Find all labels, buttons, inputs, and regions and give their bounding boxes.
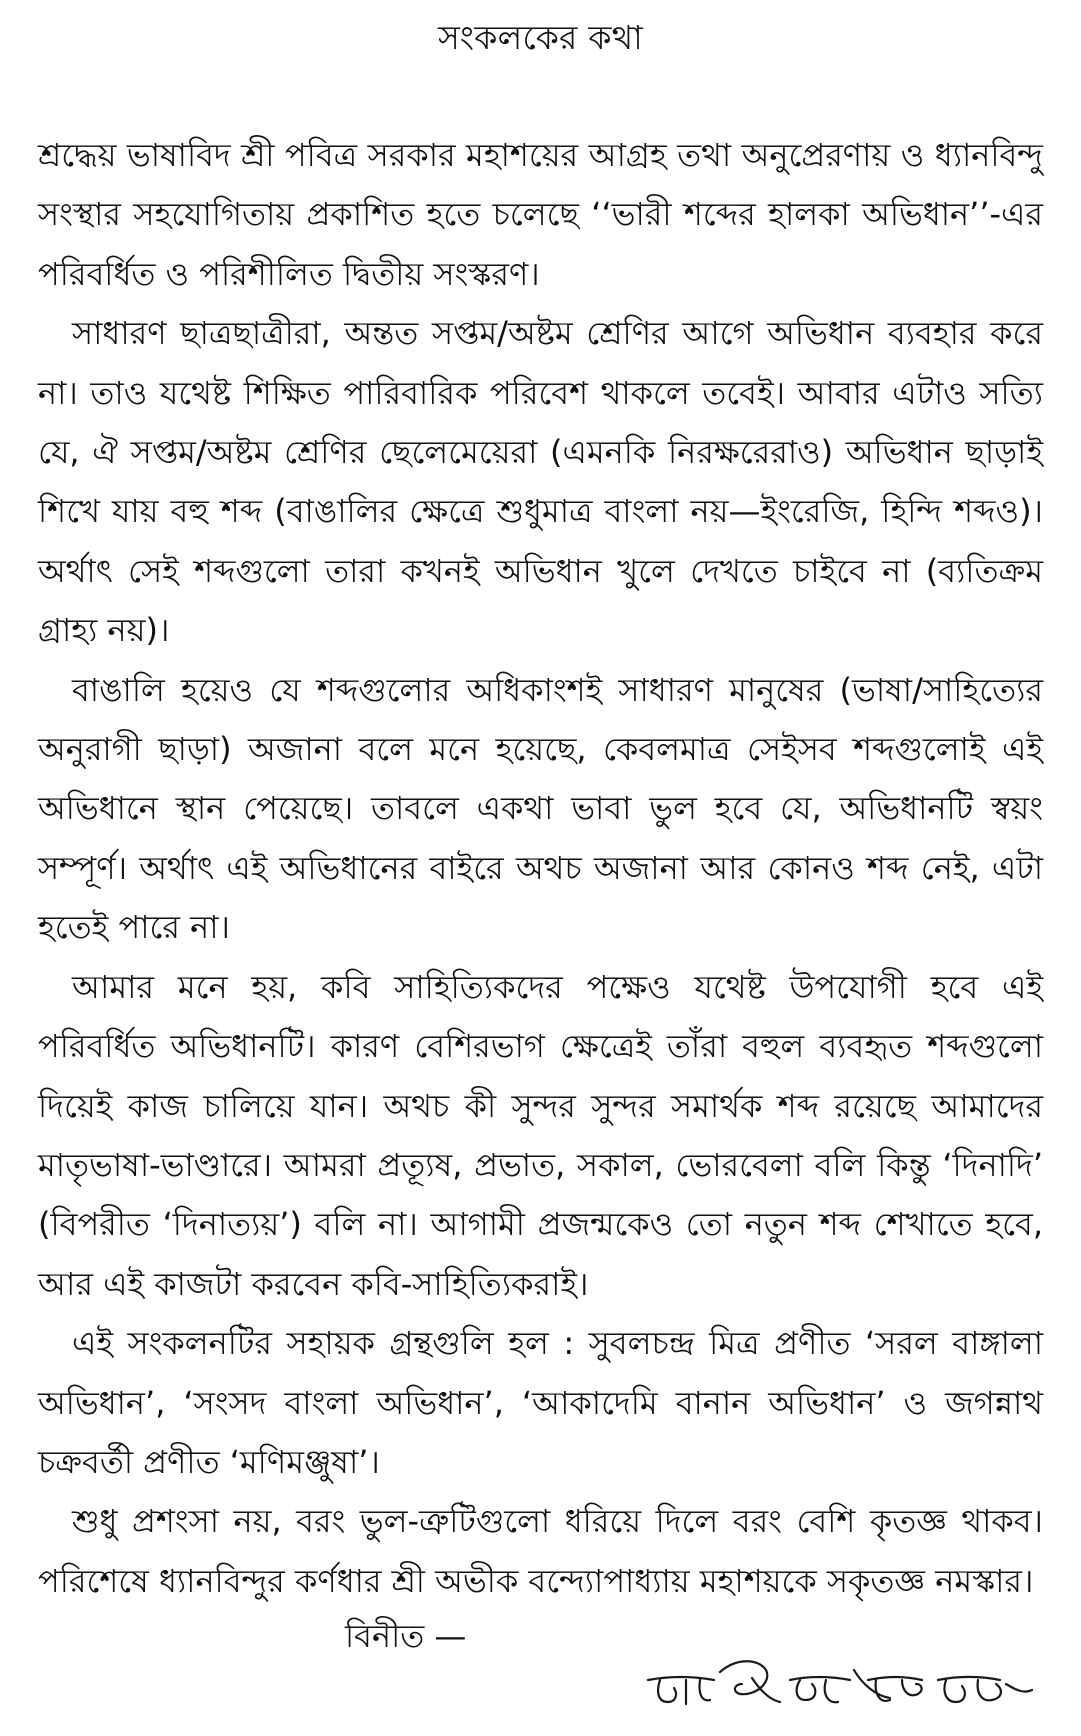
paragraph-thanks: শুধু প্রশংসা নয়, বরং ভুল-ত্রুটিগুলো ধরিয়ে দিলে বরং বেশি কৃতজ্ঞ থাকব। পরিশেষে ধ্যানবিন্দুর কর্ণধার শ্রী অভীক বন্দ্যোপাধ্যায় মহাশয়কে সকৃতজ্ঞ নমস্কার। <box>38 1502 1043 1600</box>
paragraph-writers: আমার মনে হয়, কবি সাহিত্যিকদের পক্ষেও যথেষ্ট উপযোগী হবে এই পরিবর্ধিত অভিধানটি। কারণ বেশিরভাগ ক্ষেত্রেই তাঁরা বহুল ব্যবহৃত শব্দগুলো দিয়েই কাজ চালিয়ে যান। অথচ কী সুন্দর সুন্দর সমার্থক শব্দ রয়েছে আমাদের মাতৃভাষা-ভাণ্ডারে। আমরা প্রত্যূষ, প্রভাত, সকাল, ভোরবেলা বলি কিন্তু ‘দিনাদি’ (বিপরীত ‘দিনাত্যয়’) বলি না। আগামী প্রজন্মকেও তো নতুন শব্দ শেখাতে হবে, আর এই কাজটা করবেন কবি-সাহিত্যিকরাই। <box>38 967 1043 1303</box>
signoff: বিনীত — <box>345 1617 467 1655</box>
page-title: সংকলকের কথা <box>437 18 644 57</box>
handwritten-signature <box>640 1650 1040 1726</box>
paragraph-intro: শ্রদ্ধেয় ভাষাবিদ শ্রী পবিত্র সরকার মহাশয়ের আগ্রহ তথা অনুপ্রেরণায় ও ধ্যানবিন্দু সংস্থার সহযোগিতায় প্রকাশিত হতে চলেছে ‘‘ভারী শব্দের হালকা অভিধান’’-এর পরিবর্ধিত ও পরিশীলিত দ্বিতীয় সংস্করণ। <box>38 136 1043 293</box>
preface-body <box>38 126 1043 1611</box>
paragraph-scope: বাঙালি হয়েও যে শব্দগুলোর অধিকাংশই সাধারণ মানুষের (ভাষা/সাহিত্যের অনুরাগী ছাড়া) অজানা বলে মনে হয়েছে, কেবলমাত্র সেইসব শব্দগুলোই এই অভিধানে স্থান পেয়েছে। তাবলে একথা ভাবা ভুল হবে যে, অভিধানটি স্বয়ং সম্পূর্ণ। অর্থাৎ এই অভিধানের বাইরে অথচ অজানা আর কোনও শব্দ নেই, এটা হতেই পারে না। <box>38 670 1043 947</box>
paragraph-students: সাধারণ ছাত্রছাত্রীরা, অন্তত সপ্তম/অষ্টম শ্রেণির আগে অভিধান ব্যবহার করে না। তাও যথেষ্ট শিক্ষিত পারিবারিক পরিবেশ থাকলে তবেই। আবার এটাও সত্যি যে, ঐ সপ্তম/অষ্টম শ্রেণির ছেলেমেয়েরা (এমনকি নিরক্ষরেরাও) অভিধান ছাড়াই শিখে যায় বহু শব্দ (বাঙালির ক্ষেত্রে শুধুমাত্র বাংলা নয়—ইংরেজি, হিন্দি শব্দও)। অর্থাৎ সেই শব্দগুলো তারা কখনই অভিধান খুলে দেখতে চাইবে না (ব্যতিক্রম গ্রাহ্য নয়)। <box>38 314 1043 650</box>
paragraph-references: এই সংকলনটির সহায়ক গ্রন্থগুলি হল : সুবলচন্দ্র মিত্র প্রণীত ‘সরল বাঙ্গালা অভিধান’, ‘সংসদ বাংলা অভিধান’, ‘আকাদেমি বানান অভিধান’ ও জগন্নাথ চক্রবর্তী প্রণীত ‘মণিমঞ্জুষা’। <box>38 1324 1043 1481</box>
